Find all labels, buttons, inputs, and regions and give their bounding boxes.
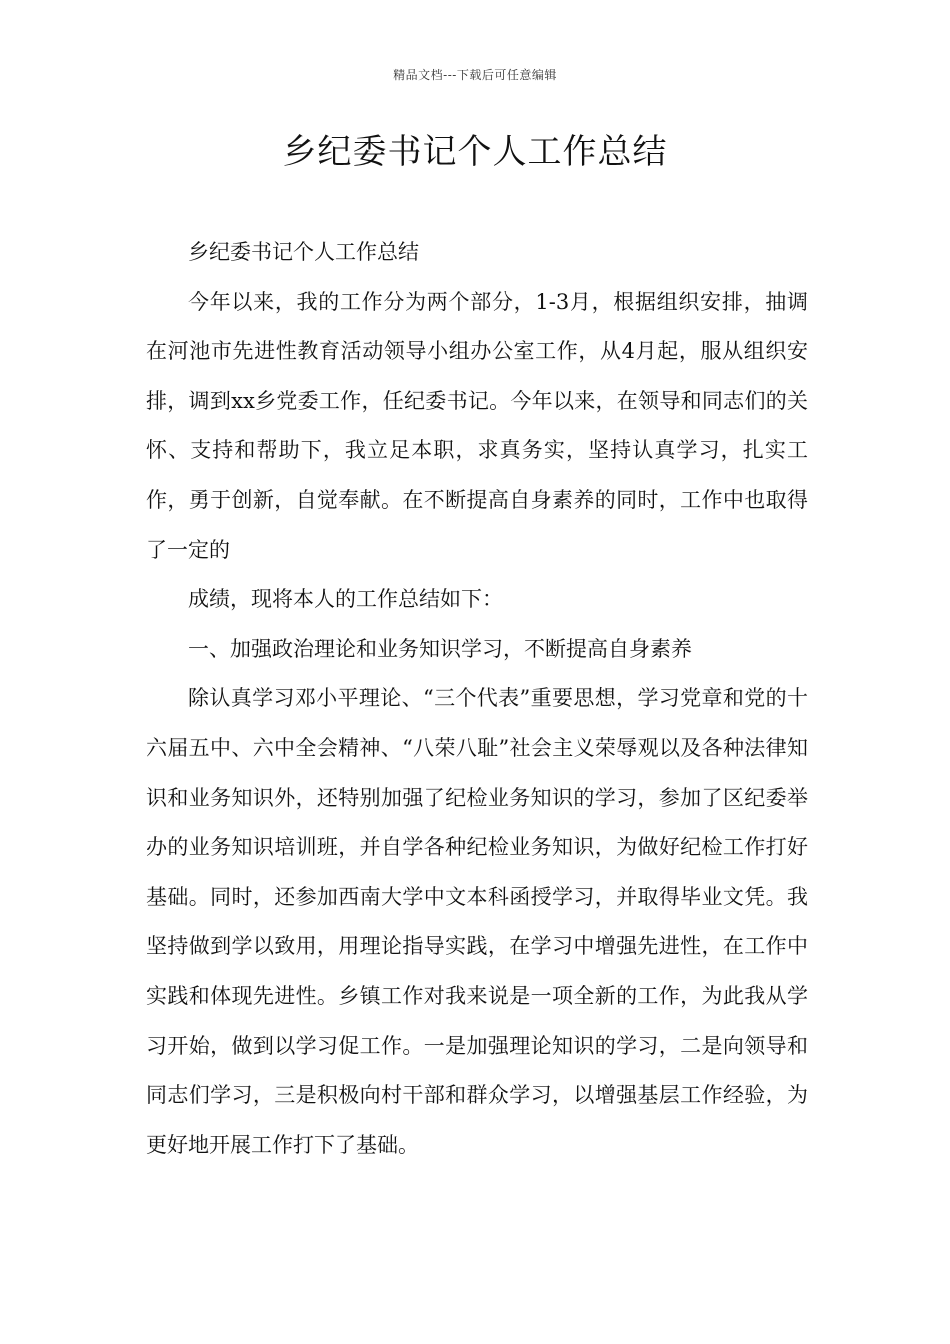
header-note: 精品文档---下载后可任意编辑 <box>393 68 557 82</box>
paragraph-summary-lead: 成绩，现将本人的工作总结如下： <box>188 587 503 612</box>
paragraph-subtitle: 乡纪委书记个人工作总结 <box>188 240 419 264</box>
document-title: 乡纪委书记个人工作总结 <box>282 132 668 172</box>
paragraph-intro: 今年以来，我的工作分为两个部分，1-3月，根据组织安排，抽调在河池市先进性教育活动领导小组办公室工作，从4月起，服从组织安排，调到xx乡党委工作，任纪委书记。今年以来，在领导和同志们的关怀、支持和帮助下，我立足本职，求真务实，坚持认真学习，扎实工作，勇于创新，自觉奉献。在不断提高自身素养的同时，工作中也取得了一定的 <box>146 289 808 562</box>
section-heading-1: 一、加强政治理论和业务知识学习，不断提高自身素养 <box>188 636 692 661</box>
paragraph-section-1: 除认真学习邓小平理论、“三个代表”重要思想，学习党章和党的十六届五中、六中全会精神、“八荣八耻”社会主义荣辱观以及各种法律知识和业务知识外，还特别加强了纪检业务知识的学习，参加了区纪委举办的业务知识培训班，并自学各种纪检业务知识，为做好纪检工作打好基础。同时，还参加西南大学中文本科函授学习，并取得毕业文凭。我坚持做到学以致用，用理论指导实践，在学习中增强先进性，在工作中实践和体现先进性。乡镇工作对我来说是一项全新的工作，为此我从学习开始，做到以学习促工作。一是加强理论知识的学习，二是向领导和同志们学习，三是积极向村干部和群众学习，以增强基层工作经验，为更好地开展工作打下了基础。 <box>146 686 808 1157</box>
document-body <box>146 228 808 1170</box>
